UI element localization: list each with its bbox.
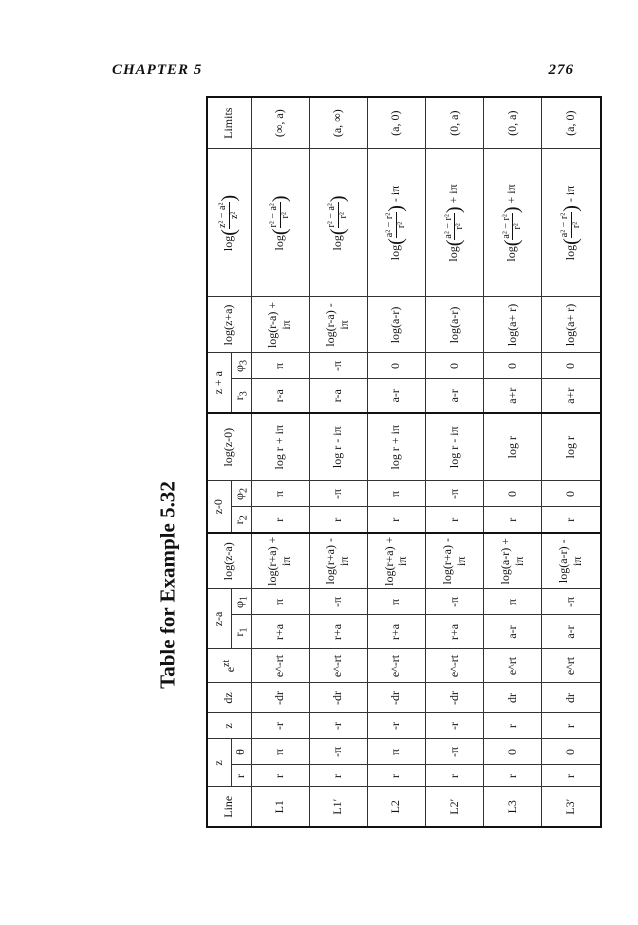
subheader-r2: $r_2$ xyxy=(231,507,251,533)
header-row-1 xyxy=(207,97,231,827)
cell-phi2: 0 xyxy=(542,481,601,507)
cell-r2: r xyxy=(542,507,601,533)
table-row xyxy=(425,97,483,827)
cell-log-za: log(r+a) + iπ xyxy=(251,533,309,589)
cell-r: r xyxy=(251,765,309,787)
ratio-fraction xyxy=(327,202,349,228)
ratio-numerator: a² − r² xyxy=(559,212,571,238)
cell-dz: -dr xyxy=(309,683,367,713)
cell-phi2: -π xyxy=(309,481,367,507)
cell-log-z0: log r + iπ xyxy=(251,413,309,481)
cell-dz: -dr xyxy=(251,683,309,713)
cell-phi2: π xyxy=(251,481,309,507)
table-caption: Table for Example 5.32 xyxy=(155,481,180,689)
cell-phi1: π xyxy=(484,589,542,615)
cell-limits: (0, a) xyxy=(484,97,542,149)
cell-limits: (∞, a) xyxy=(251,97,309,149)
cell-z: r xyxy=(542,713,601,739)
ratio-numerator: r² − a² xyxy=(326,203,338,228)
cell-phi3: 0 xyxy=(542,353,601,379)
ratio-suffix: + iπ xyxy=(504,184,519,207)
cell-log-zpa: log(a-r) xyxy=(367,297,425,353)
cell-limits: (a, 0) xyxy=(542,97,601,149)
cell-r3: a+r xyxy=(484,379,542,413)
ratio-denominator: r² xyxy=(454,223,466,230)
subheader-r1: $r_1$ xyxy=(231,615,251,649)
cell-ezt: e^-rt xyxy=(425,649,483,683)
ratio-fraction xyxy=(269,202,291,228)
header-zpa: z + a xyxy=(207,353,231,413)
cell-r3: a-r xyxy=(425,379,483,413)
cell-line: L3′ xyxy=(542,787,601,827)
cell-log-zpa: log(a+ r) xyxy=(542,297,601,353)
cell-limits: (0, a) xyxy=(425,97,483,149)
cell-ezt: e^-rt xyxy=(367,649,425,683)
cell-phi1: -π xyxy=(309,589,367,615)
cell-line: L2′ xyxy=(425,787,483,827)
cell-phi3: 0 xyxy=(367,353,425,379)
ratio-fraction xyxy=(560,212,582,238)
cell-ezt: e^-rt xyxy=(251,649,309,683)
header-ezt: $e^{zt}$ xyxy=(207,649,251,683)
cell-z: -r xyxy=(367,713,425,739)
cell-log-z0: log r xyxy=(484,413,542,481)
page-number: 276 xyxy=(548,62,574,78)
cell-log-za: log(r+a) - iπ xyxy=(309,533,367,589)
ratio-suffix: - iπ xyxy=(388,185,403,206)
cell-log-z0: log r + iπ xyxy=(367,413,425,481)
cell-r3: a+r xyxy=(542,379,601,413)
cell-ezt: e^rt xyxy=(484,649,542,683)
cell-dz: -dr xyxy=(425,683,483,713)
cell-limits: (a, 0) xyxy=(367,97,425,149)
table-row xyxy=(367,97,425,827)
cell-r2: r xyxy=(367,507,425,533)
cell-phi1: -π xyxy=(425,589,483,615)
header-log-ratio xyxy=(207,149,251,297)
page-header xyxy=(0,62,638,86)
cell-theta: π xyxy=(367,739,425,765)
subheader-phi3: $\varphi_3$ xyxy=(231,353,251,379)
ratio-expression: log( a² − r² r² ) - iπ xyxy=(559,185,582,261)
cell-log-zpa: log(a+ r) xyxy=(484,297,542,353)
cell-r1: r+a xyxy=(309,615,367,649)
cell-theta: π xyxy=(251,739,309,765)
cell-log-z0: log r - iπ xyxy=(309,413,367,481)
cell-log-z0: log r - iπ xyxy=(425,413,483,481)
ratio-numerator: r² − a² xyxy=(268,203,280,228)
cell-r1: a-r xyxy=(542,615,601,649)
cell-log-za: log(r+a) - iπ xyxy=(425,533,483,589)
ratio-numerator: a² − r² xyxy=(500,214,512,239)
table-row xyxy=(484,97,542,827)
ratio-fraction xyxy=(502,213,524,239)
ratio-denominator: r² xyxy=(337,212,349,219)
cell-r3: a-r xyxy=(367,379,425,413)
subheader-phi1: $\varphi_1$ xyxy=(231,589,251,615)
cell-phi1: π xyxy=(367,589,425,615)
cell-z: -r xyxy=(425,713,483,739)
cell-line: L1′ xyxy=(309,787,367,827)
cell-dz: -dr xyxy=(367,683,425,713)
cell-r2: r xyxy=(425,507,483,533)
cell-r3: r-a xyxy=(309,379,367,413)
table-row xyxy=(251,97,309,827)
header-z0: z-0 xyxy=(207,481,231,533)
ratio-numerator: a² − r² xyxy=(442,214,454,239)
subheader-theta: θ xyxy=(231,739,251,765)
cell-theta: -π xyxy=(309,739,367,765)
ratio-expression: log( a² − r² r² ) - iπ xyxy=(384,185,407,261)
cell-r2: r xyxy=(251,507,309,533)
cell-ratio xyxy=(425,149,483,297)
cell-ezt: e^rt xyxy=(542,649,601,683)
cell-z: r xyxy=(484,713,542,739)
header-log-zpa: log(z+a) xyxy=(207,297,251,353)
cell-dz: dr xyxy=(484,683,542,713)
ratio-expression: log( a² − r² r² ) + iπ xyxy=(442,184,466,262)
header-log-za: log(z-a) xyxy=(207,533,251,589)
cell-r2: r xyxy=(309,507,367,533)
example-table xyxy=(206,96,602,828)
cell-ratio xyxy=(542,149,601,297)
ratio-fraction xyxy=(385,212,407,238)
cell-z: -r xyxy=(251,713,309,739)
ratio-denominator: r² xyxy=(512,223,524,230)
cell-log-z0: log r xyxy=(542,413,601,481)
cell-log-zpa: log(r-a) + iπ xyxy=(251,297,309,353)
table-body xyxy=(251,97,601,827)
cell-r: r xyxy=(542,765,601,787)
cell-log-za: log(r+a) + iπ xyxy=(367,533,425,589)
header-log-z0: log(z-0) xyxy=(207,413,251,481)
ratio-suffix: - iπ xyxy=(562,185,577,206)
header-limits: Limits xyxy=(207,97,251,149)
cell-limits: (a, ∞) xyxy=(309,97,367,149)
table-row xyxy=(309,97,367,827)
cell-theta: 0 xyxy=(484,739,542,765)
cell-log-za: log(a-r) - iπ xyxy=(542,533,601,589)
cell-phi3: -π xyxy=(309,353,367,379)
ratio-denominator: r² xyxy=(279,212,291,219)
header-z-polar: z xyxy=(207,739,231,787)
cell-r2: r xyxy=(484,507,542,533)
cell-r1: a-r xyxy=(484,615,542,649)
cell-phi3: π xyxy=(251,353,309,379)
cell-line: L2 xyxy=(367,787,425,827)
subheader-r3: $r_3$ xyxy=(231,379,251,413)
cell-ratio xyxy=(484,149,542,297)
subheader-r: r xyxy=(231,765,251,787)
cell-ratio xyxy=(367,149,425,297)
cell-line: L1 xyxy=(251,787,309,827)
ratio-fraction xyxy=(444,213,466,239)
cell-r: r xyxy=(309,765,367,787)
cell-r1: r+a xyxy=(251,615,309,649)
ratio-denominator: r² xyxy=(395,221,407,229)
header-za: z-a xyxy=(207,589,231,649)
ratio-numerator: a² − r² xyxy=(384,212,396,238)
cell-r: r xyxy=(484,765,542,787)
table-row xyxy=(542,97,601,827)
header-log-ratio-expr: log( z² − a² z² ) xyxy=(217,194,240,252)
cell-log-zpa: log(a-r) xyxy=(425,297,483,353)
cell-r3: r-a xyxy=(251,379,309,413)
ratio-suffix: + iπ xyxy=(446,184,461,207)
ratio-denominator: r² xyxy=(570,221,582,229)
cell-phi2: 0 xyxy=(484,481,542,507)
cell-line: L3 xyxy=(484,787,542,827)
cell-phi3: 0 xyxy=(484,353,542,379)
ratio-expression: log( r² − a² r² ) xyxy=(268,195,291,251)
cell-z: -r xyxy=(309,713,367,739)
cell-log-za: log(a-r) + iπ xyxy=(484,533,542,589)
ratio-expression: log( r² − a² r² ) xyxy=(326,195,349,251)
cell-r: r xyxy=(425,765,483,787)
cell-theta: 0 xyxy=(542,739,601,765)
cell-ezt: e^-rt xyxy=(309,649,367,683)
cell-phi1: -π xyxy=(542,589,601,615)
ratio-expression: log( a² − r² r² ) + iπ xyxy=(500,184,524,262)
cell-log-zpa: log(r-a) - iπ xyxy=(309,297,367,353)
cell-r: r xyxy=(367,765,425,787)
header-ezt-exp: zt xyxy=(220,659,232,667)
cell-r1: r+a xyxy=(367,615,425,649)
cell-phi1: π xyxy=(251,589,309,615)
cell-ratio xyxy=(251,149,309,297)
cell-theta: -π xyxy=(425,739,483,765)
header-dz: dz xyxy=(207,683,251,713)
chapter-label: CHAPTER 5 xyxy=(112,62,203,78)
header-line: Line xyxy=(207,787,251,827)
cell-phi3: 0 xyxy=(425,353,483,379)
cell-ratio xyxy=(309,149,367,297)
cell-phi2: π xyxy=(367,481,425,507)
header-z: z xyxy=(207,713,251,739)
cell-phi2: -π xyxy=(425,481,483,507)
cell-dz: dr xyxy=(542,683,601,713)
cell-r1: r+a xyxy=(425,615,483,649)
subheader-phi2: $\varphi_2$ xyxy=(231,481,251,507)
